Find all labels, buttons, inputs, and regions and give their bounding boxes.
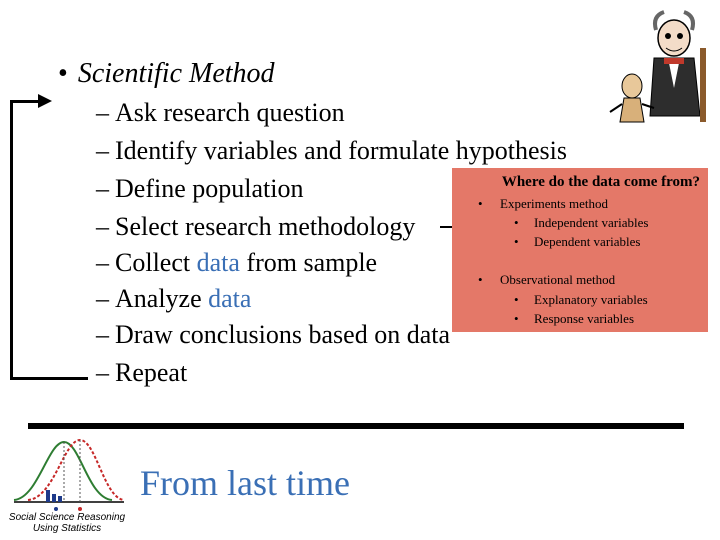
step-draw-conclusions: – Draw conclusions based on data — [96, 320, 451, 349]
heading-text: Scientific Method — [77, 58, 275, 89]
callout-subitem-dependent: • Dependent variables — [534, 234, 640, 250]
section-title: From last time — [140, 463, 350, 503]
distribution-curves-logo-icon — [8, 432, 128, 514]
heading-bullet: • — [58, 58, 68, 89]
slide-heading — [58, 58, 275, 90]
step-select-methodology: – Select research methodology — [96, 212, 416, 241]
callout-subitem-explanatory: • Explanatory variables — [534, 292, 648, 308]
step-ask-question: – Ask research question — [96, 98, 345, 127]
callout-subitem-response: • Response variables — [534, 311, 634, 327]
callout-item-observational: • Observational method — [500, 272, 615, 288]
course-caption — [4, 512, 130, 534]
step-repeat: – Repeat — [96, 358, 188, 387]
callout-subitem-independent: • Independent variables — [534, 215, 648, 231]
callout-item-experiments: • Experiments method — [500, 196, 608, 212]
step-identify-variables: – Identify variables and formulate hypothesis — [96, 136, 567, 165]
course-caption-line2: Using Statistics — [32, 523, 102, 534]
repeat-bracket-vertical — [10, 100, 13, 380]
step-analyze-data: – Analyze data — [96, 284, 252, 313]
scientist-clipart-icon — [604, 8, 716, 126]
callout-title: Where do the data come from? — [501, 174, 700, 190]
repeat-bracket-bottom — [10, 377, 88, 380]
course-caption-line1: Social Science Reasoning — [8, 512, 126, 523]
step-collect-data: – Collect data from sample — [96, 248, 378, 277]
repeat-arrow-icon — [38, 94, 52, 108]
footer-divider — [28, 423, 684, 429]
step-define-population: – Define population — [96, 174, 304, 203]
data-source-callout — [452, 168, 708, 332]
